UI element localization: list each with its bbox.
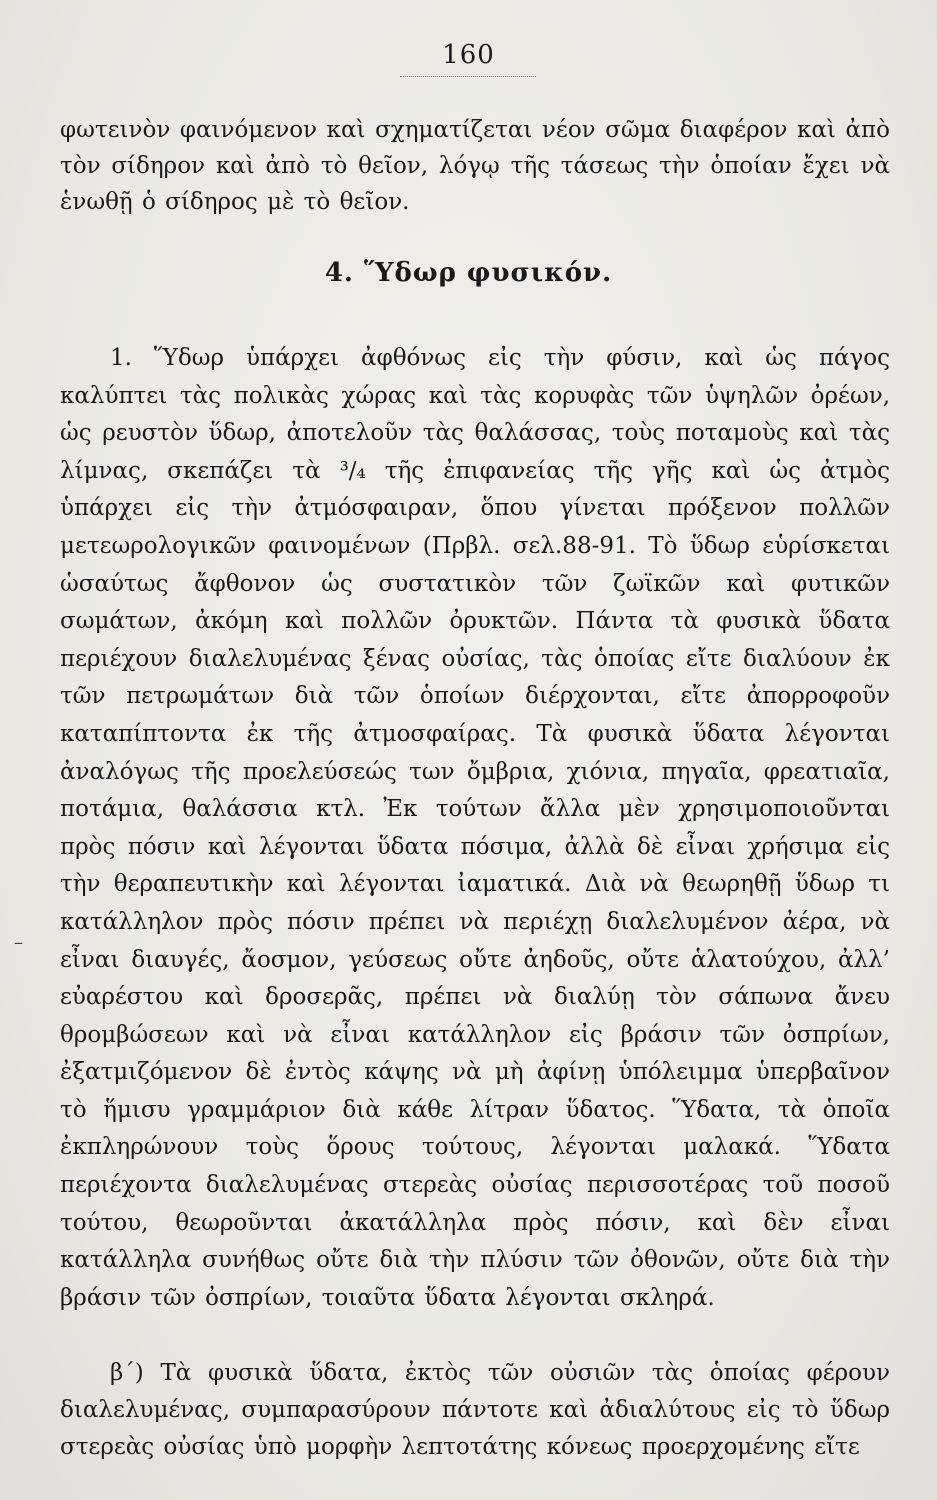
page-number: 160	[442, 40, 495, 70]
paragraph-water-occurrence: 1. Ὕδωρ ὑπάρχει ἀφθόνως εἰς τὴν φύσιν, καὶ ὡς πάγος καλύπτει τὰς πολικὰς χώρας καὶ τὰς κορυφὰς τῶν ὑψηλῶν ὀρέων, ὡς ρευστὸν ὕδωρ, ἀποτελοῦν τὰς θαλάσσας, τοὺς ποταμοὺς καὶ τὰς λίμνας, σκεπάζει τὰ ³/₄ τῆς ἐπιφανείας τῆς γῆς καὶ ὡς ἀτμὸς ὑπάρχει εἰς τὴν ἀτμόσφαιραν, ὅπου γίνεται πρόξενον πολλῶν μετεωρολογικῶν φαινομένων (Πρβλ. σελ.88-91. Τὸ ὕδωρ εὑρίσκεται ὡσαύτως ἄφθονον ὡς συστατικὸν τῶν ζωϊκῶν καὶ φυτικῶν σωμάτων, ἀκόμη καὶ πολλῶν ὀρυκτῶν. Πάντα τὰ φυσικὰ ὕδατα περιέχουν διαλελυμένας ξένας οὐσίας, τὰς ὁποίας εἴτε διαλύουν ἐκ τῶν πετρωμάτων διὰ τῶν ὁποίων διέρχονται, εἴτε ἀπορροφοῦν καταπίπτοντα ἐκ τῆς ἀτμοσφαίρας. Τὰ φυσικὰ ὕδατα λέγονται ἀναλόγως τῆς προελεύσεώς των ὄμβρια, χιόνια, πηγαῖα, φρεατιαῖα, ποτάμια, θαλάσσια κτλ. Ἐκ τούτων ἄλλα μὲν χρησιμοποιοῦνται πρὸς πόσιν καὶ λέγονται ὕδατα πόσιμα, ἀλλὰ δὲ εἶναι χρήσιμα εἰς τὴν θεραπευτικὴν καὶ λέγονται ἰαματικά. Διὰ νὰ θεωρηθῇ ὕδωρ τι κατάλληλον πρὸς πόσιν πρέπει νὰ περιέχῃ διαλελυμένον ἀέρα, νὰ εἶναι διαυγές, ἄοσμον, γεύσεως οὔτε ἀηδοῦς, οὔτε ἁλατούχου, ἀλλ’ εὐαρέστου καὶ δροσερᾶς, πρέπει νὰ διαλύῃ τὸν σάπωνα ἄνευ θρομβώσεων καὶ νὰ εἶναι κατάλληλον εἰς βράσιν τῶν ὀσπρίων, ἐξατμιζόμενον δὲ ἐντὸς κάψης νὰ μὴ ἀφίνῃ ὑπόλειμμα ὑπερβαῖνον τὸ ἥμισυ γραμμάριον διὰ κάθε λίτραν ὕδατος. Ὕδατα, τὰ ὁποῖα ἐκπληρώνουν τοὺς ὅρους τούτους, λέγονται μαλακά. Ὕδατα περιέχοντα διαλελυμένας στερεὰς οὐσίας περισσοτέρας τοῦ ποσοῦ τούτου, θεωροῦνται ἀκατάλληλα πρὸς πόσιν, καὶ δὲν εἶναι κατάλληλα συνήθως οὔτε διὰ τὴν πλύσιν τῶν ὀθονῶν, οὔτε διὰ τὴν βράσιν τῶν ὀσπρίων, τοιαῦτα ὕδατα λέγονται σκληρά.	[60, 345, 890, 1311]
paragraph-suspended-matter: β΄) Τὰ φυσικὰ ὕδατα, ἐκτὸς τῶν οὐσιῶν τὰς ὁποίας φέρουν διαλελυμένας, συμπαρασύρουν πάντοτε καὶ ἀδιαλύτους εἰς τὸ ὕδωρ στερεὰς οὐσίας ὑπὸ μορφὴν λεπτοτάτης κόνεως προερχομένης εἴτε	[60, 1360, 890, 1460]
intro-paragraph: φωτεινὸν φαινόμενον καὶ σχηματίζεται νέον σῶμα διαφέρον καὶ ἀπὸ τὸν σίδηρον καὶ ἀπὸ τὸ θεῖον, λόγῳ τῆς τάσεως τὴν ὁποίαν ἔχει νὰ ἑνωθῇ ὁ σίδηρος μὲ τὸ θεῖον.	[60, 117, 890, 215]
page-number-rule	[400, 76, 536, 77]
section-heading: 4. Ὕδωρ φυσικόν.	[324, 258, 613, 288]
margin-mark: –	[14, 932, 23, 953]
